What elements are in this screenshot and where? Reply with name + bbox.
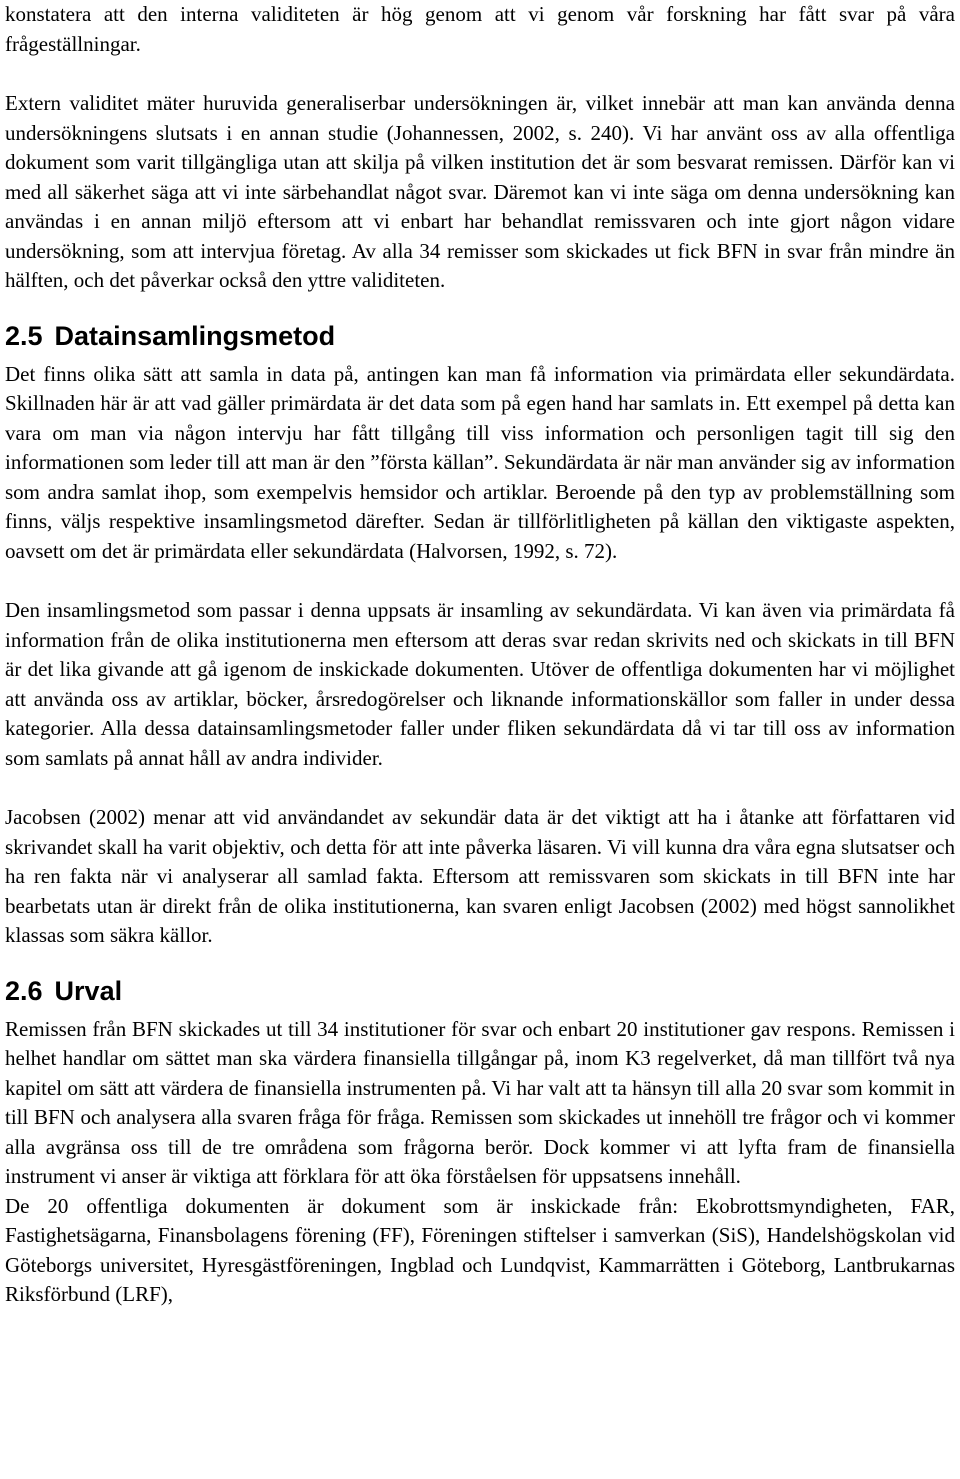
section-title: Urval xyxy=(54,975,123,1006)
paragraph-selection: Remissen från BFN skickades ut till 34 institutioner för svar och enbart 20 institutioner gav respons. Remissen i helhet handlar om sättet man ska värdera finansiella tillgångar på, inom K3 regelverket, då man tillfört två nya kapitel om sätt att värdera de finansiella instrumenten på. Vi har valt att ta hänsyn till alla 20 svar som kommit in till BFN och analysera alla svaren fråga för fråga. Remissen som skickades ut innehöll tre frågor och vi kommer alla avgränsa oss till de tre områdena som frågorna berör. Dock kommer vi att lyfta fram de finansiella instrument vi anser är viktiga att förklara för att öka förståelsen för uppsatsens innehåll. xyxy=(5,1016,955,1188)
section-heading-2-5 xyxy=(5,320,955,352)
section-title: Datainsamlingsmetod xyxy=(54,320,336,351)
document-page xyxy=(5,0,955,1310)
paragraph-internal-validity-end: konstatera att den interna validiteten är hög genom att vi genom vår forskning har fått svar på våra frågeställningar. xyxy=(5,2,955,56)
paragraph-documents-list: De 20 offentliga dokumenten är dokument som är inskickade från: Ekobrottsmyndigheten, FAR, Fastighetsägarna, Finansbolagens förening (FF), Föreningen stiftelser i samverkan (SiS), Handelshögskolan vid Göteborgs universitet, Hyresgästföreningen, Ingblad och Lundqvist, Kammarrätten i Göteborg, Lantbrukarnas Riksförbund (LRF), xyxy=(5,1193,955,1306)
section-heading-2-6 xyxy=(5,975,955,1007)
paragraph-data-collection-intro: Det finns olika sätt att samla in data på, antingen kan man få information via primärdata eller sekundärdata. Skillnaden här är att vad gäller primärdata är det data som på egen hand har samlats in. Ett exempel på detta kan vara om man via någon intervju har fått tillgång till viss information och personligen tagit till sig den informationen som leder till att man är den ”första källan”. Sekundärdata är när man använder sig av information som andra samlat ihop, som exempelvis hemsidor och artiklar. Beroende på den typ av problemställning som finns, väljs respektive insamlingsmetod därefter. Sedan är tillförlitligheten på källan den viktigaste aspekten, oavsett om det är primärdata eller sekundärdata (Halvorsen, 1992, s. 72). xyxy=(5,361,955,563)
paragraph-jacobsen: Jacobsen (2002) menar att vid användandet av sekundär data är det viktigt att ha i åtanke att författaren vid skrivandet skall ha varit objektiv, och detta för att inte påverka läsaren. Vi vill kunna dra våra egna slutsatser och ha ren fakta när vi analyserar all samlad fakta. Eftersom att remissvaren som skickats in till BFN inte har bearbetats utan är direkt från de olika institutionerna, kan svaren enligt Jacobsen (2002) med högst sannolikhet klassas som säkra källor. xyxy=(5,805,955,947)
paragraph-external-validity: Extern validitet mäter huruvida generaliserbar undersökningen är, vilket innebär att man kan använda denna undersökningens slutsats i en annan studie (Johannessen, 2002, s. 240). Vi har använt oss av alla offentliga dokument som varit tillgängliga utan att skilja på vilken institution det är som besvarat remissen. Därför kan vi med all säkerhet säga att vi inte särbehandlat något svar. Däremot kan vi inte säga om denna undersökning kan användas i en annan miljö eftersom att vi enbart har behandlat remissvaren och inte gjort någon vidare undersökning, som att intervjua företag. Av alla 34 remisser som skickades ut fick BFN in svar från mindre än hälften, och det påverkar också den yttre validiteten. xyxy=(5,91,955,292)
section-number: 2.6 xyxy=(5,975,43,1006)
paragraph-collection-method: Den insamlingsmetod som passar i denna uppsats är insamling av sekundärdata. Vi kan även via primärdata få information från de olika institutionerna men eftersom att deras svar redan skrivits ned och skickats in till BFN är det lika givande att gå igenom de inskickade dokumenten. Utöver de offentliga dokumenten har vi möjlighet att använda oss av artiklar, böcker, årsredogörelser och liknande informationskällor som faller in under dessa kategorier. Alla dessa datainsamlingsmetoder faller under fliken sekundärdata då vi tar till oss av information som samlats på annat håll av andra individer. xyxy=(5,598,955,770)
section-number: 2.5 xyxy=(5,320,43,351)
